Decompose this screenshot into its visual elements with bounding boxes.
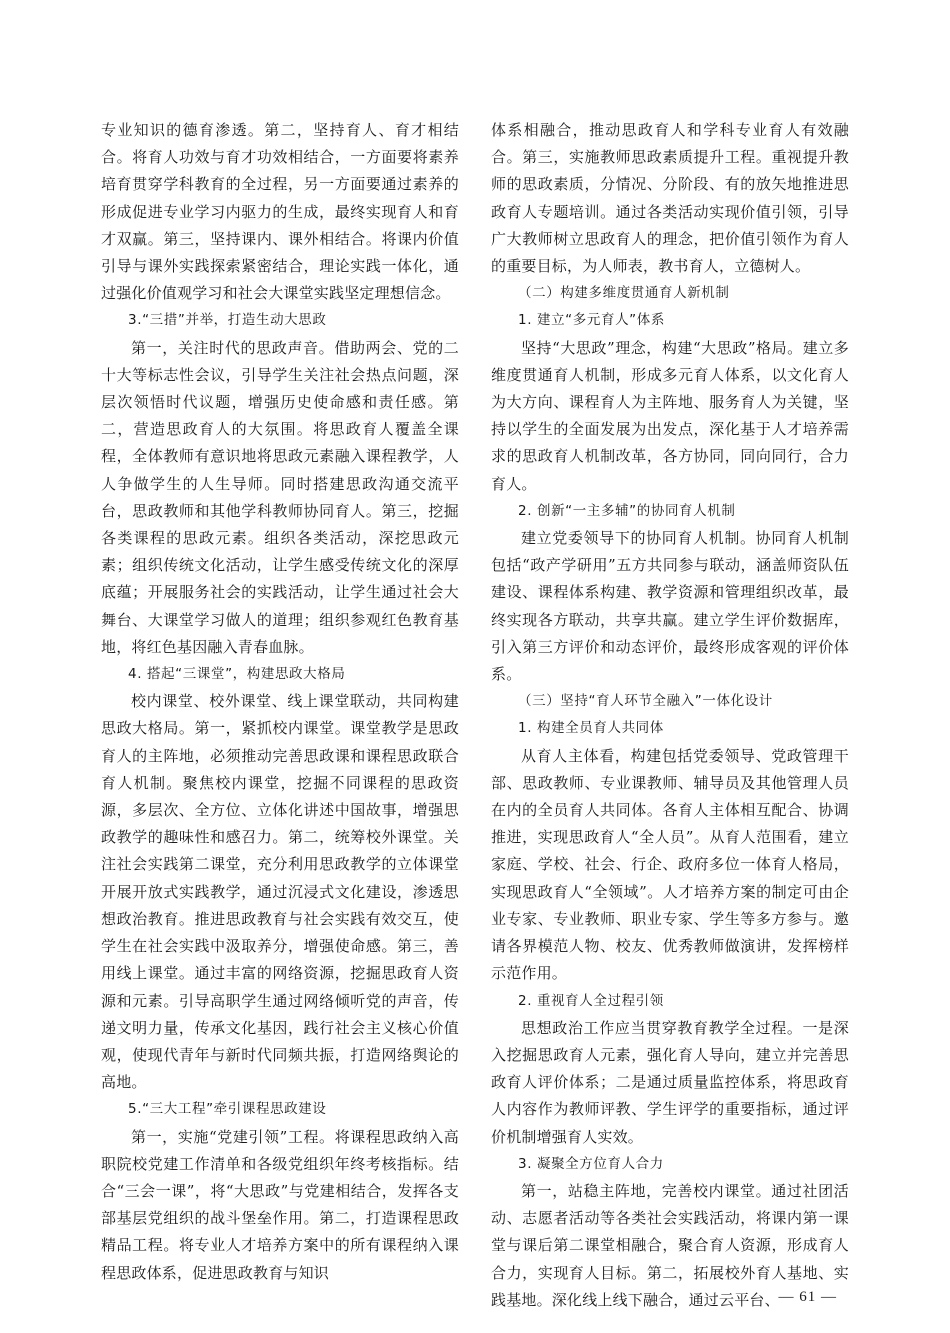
left-column [101,117,459,1287]
section-heading: （三）坚持“育人环节全融入”一体化设计 [518,693,773,710]
subsection-heading: 1. 建立“多元育人”体系 [518,312,665,329]
subsection-heading: 3. 凝聚全方位育人合力 [518,1155,664,1172]
subsection-heading: 2. 重视育人全过程引领 [518,992,664,1009]
paragraph: 专业知识的德育渗透。第二，坚持育人、育才相结合。将育人功效与育才功效相结合，一方面要将素养培育贯穿学科教育的全过程，另一方面要通过素养的形成促进专业学习内驱力的生成，最终实现育人和育才双赢。第三，坚持课内、课外相结合。将课内价值引导与课外实践探索紧密结合，理论实践一体化，通过强化价值观学习和社会大课堂实践坚定理想信念。 [101,121,459,303]
section-heading: 4. 搭起“三课堂”，构建思政大格局 [128,666,346,683]
paragraph: 第一，关注时代的思政声音。借助两会、党的二十大等标志性会议，引导学生关注社会热点问题，深层次领悟时代议题，增强历史使命感和责任感。第二，营造思政育人的大氛围。将思政育人覆盖全课程，全体教师有意识地将思政元素融入课程教学，人人争做学生的人生导师。同时搭建思政沟通交流平台，思政教师和其他学科教师协同育人。第三，挖掘各类课程的思政元素。组织各类活动，深挖思政元素；组织传统文化活动，让学生感受传统文化的深厚底蕴；开展服务社会的实践活动，让学生通过社会大舞台、大课堂学习做人的道理；组织参观红色教育基地，将红色基因融入青春血脉。 [101,338,459,656]
right-column [491,117,849,1314]
paragraph: 建立党委领导下的协同育人机制。协同育人机制包括“政产学研用”五方共同参与联动，涵盖师资队伍建设、课程体系构建、教学资源和管理组织改革，最终实现各方联动，共享共赢。建立学生评价数据库，引入第三方评价和动态评价，最终形成客观的评价体系。 [491,529,849,684]
paragraph: 体系相融合，推动思政育人和学科专业育人有效融合。第三，实施教师思政素质提升工程。重视提升教师的思政素质，分情况、分阶段、有的放矢地推进思政育人专题培训。通过各类活动实现价值引领，引导广大教师树立思政育人的理念，把价值引领作为育人的重要目标，为人师表，教书育人，立德树人。 [491,121,849,276]
paragraph: 思想政治工作应当贯穿教育教学全过程。一是深入挖掘思政育人元素，强化育人导向，建立并完善思政育人评价体系；二是通过质量监控体系，将思政育人内容作为教师评教、学生评学的重要指标，通过评价机制增强育人实效。 [491,1018,849,1146]
section-heading: （二）构建多维度贯通育人新机制 [518,285,730,302]
subsection-heading: 2. 创新“一主多辅”的协同育人机制 [518,502,736,519]
paragraph: 校内课堂、校外课堂、线上课堂联动，共同构建思政大格局。第一，紧抓校内课堂。课堂教学是思政育人的主阵地，必须推动完善思政课和课程思政联合育人机制。聚焦校内课堂，挖掘不同课程的思政资源，多层次、全方位、立体化讲述中国故事，增强思政教学的趣味性和感召力。第二，统筹校外课堂。关注社会实践第二课堂，充分利用思政教学的立体课堂开展开放式实践教学，通过沉浸式文化建设，渗透思想政治教育。推进思政教育与社会实践有效交互，使学生在社会实践中汲取养分，增强使命感。第三，善用线上课堂。通过丰富的网络资源，挖掘思政育人资源和元素。引导高职学生通过网络倾听党的声音，传递文明力量，传承文化基因，践行社会主义核心价值观，使现代青年与新时代同频共振，打造网络舆论的高地。 [101,692,459,1092]
paragraph: 第一，实施“党建引领”工程。将课程思政纳入高职院校党建工作清单和各级党组织年终考核指标。结合“三会一课”，将“大思政”与党建相结合，发挥各支部基层党组织的战斗堡垒作用。第二，打造课程思政精品工程。将专业人才培养方案中的所有课程纳入课程思政体系，促进思政教育与知识 [101,1127,459,1282]
subsection-heading: 1. 构建全员育人共同体 [518,720,664,737]
paragraph: 从育人主体看，构建包括党委领导、党政管理干部、思政教师、专业课教师、辅导员及其他管理人员在内的全员育人共同体。各育人主体相互配合、协调推进，实现思政育人“全人员”。从育人范围看，建立家庭、学校、社会、行企、政府多位一体育人格局，实现思政育人“全领域”。人才培养方案的制定可由企业专家、专业教师、职业专家、学生等多方参与。邀请各界模范人物、校友、优秀教师做演讲，发挥榜样示范作用。 [491,746,849,983]
section-heading: 3.“三措”并举，打造生动大思政 [128,312,327,329]
section-heading: 5.“三大工程”牵引课程思政建设 [128,1101,327,1118]
paragraph: 第一，站稳主阵地，完善校内课堂。通过社团活动、志愿者活动等各类社会实践活动，将课内第一课堂与课后第二课堂相融合，聚合育人资源，形成育人合力，实现育人目标。第二，拓展校外育人基地、实践基地。深化线上线下融合，通过云平台、 [491,1181,849,1309]
paragraph: 坚持“大思政”理念，构建“大思政”格局。建立多维度贯通育人机制，形成多元育人体系，以文化育人为大方向、课程育人为主阵地、服务育人为关键，坚持以学生的全面发展为出发点，深化基于人才培养需求的思政育人机制改革，各方协同，同向同行，合力育人。 [491,338,849,493]
page-number: — 61 — [778,1289,837,1305]
